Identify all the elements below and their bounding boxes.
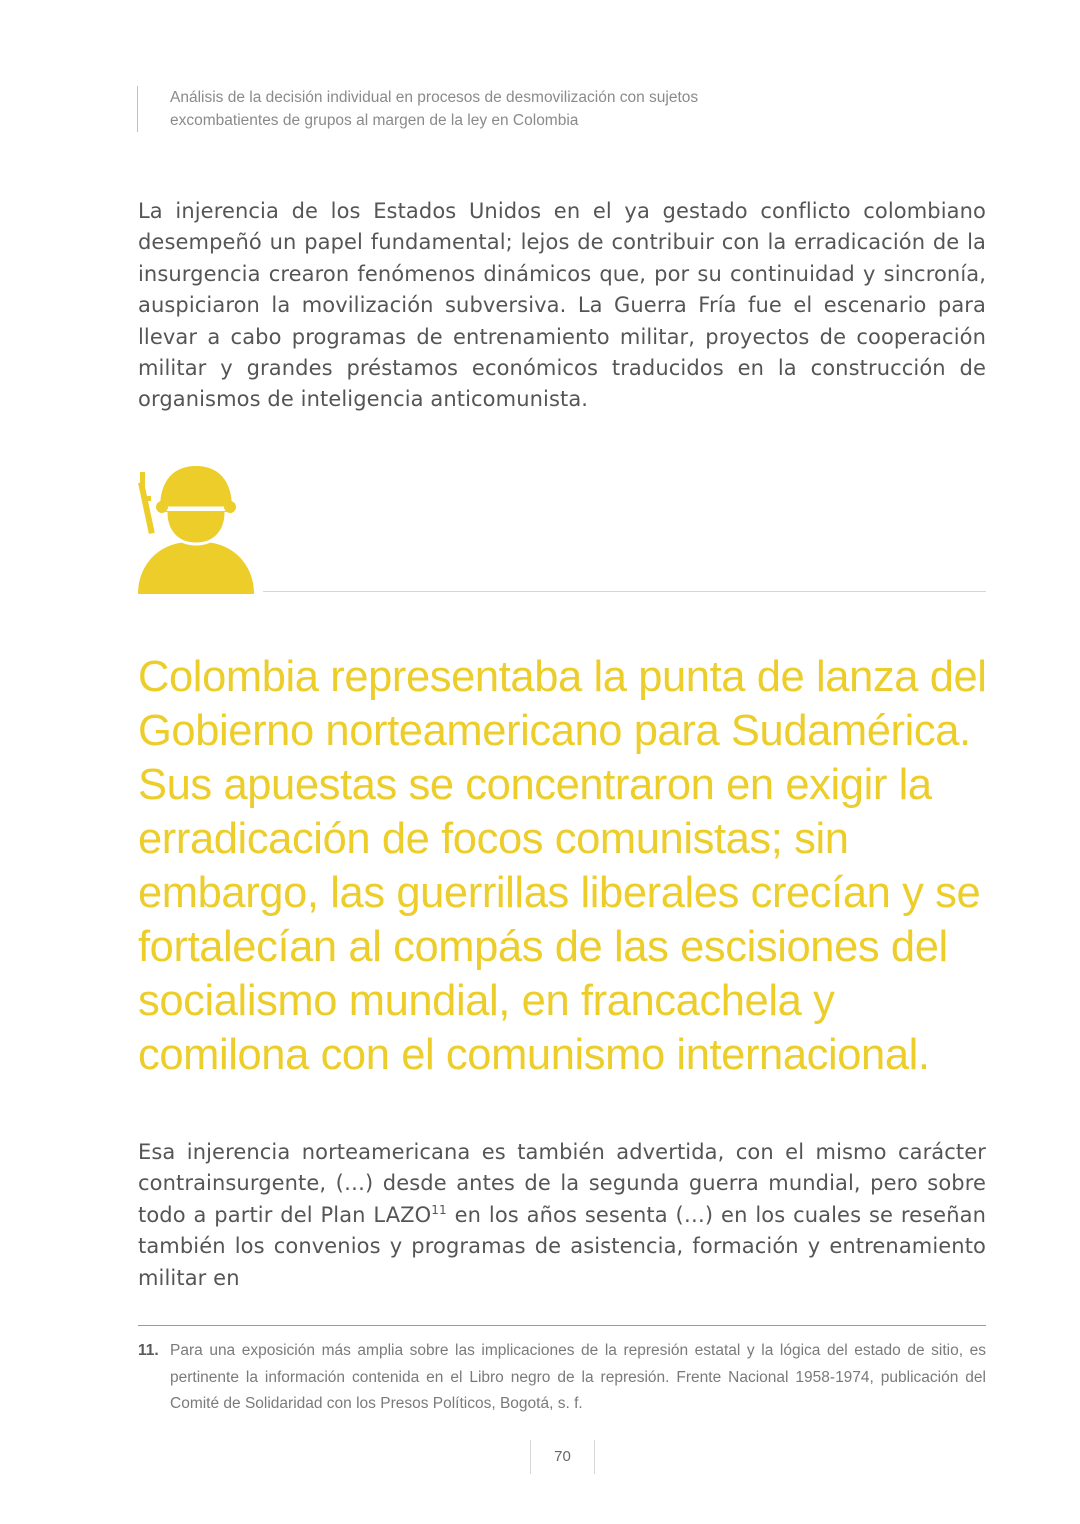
body-paragraph-2 bbox=[138, 1137, 986, 1294]
footnote-text: Para una exposición más amplia sobre las implicaciones de la represión estatal y la lógica del estado de sitio, es pertinente la información contenida en el Libro negro de la represión. Frente Nacional 1958-1974, publicación del Comité de Solidaridad con los Presos Políticos, Bogotá, s. f. bbox=[170, 1342, 986, 1412]
footnote-11 bbox=[138, 1338, 986, 1418]
page-number: 70 bbox=[530, 1440, 595, 1474]
running-header-line-1: Análisis de la decisión individual en procesos de desmovilización con sujetos bbox=[170, 89, 699, 106]
footnote-divider bbox=[138, 1325, 986, 1326]
soldier-icon bbox=[138, 466, 254, 594]
running-header-line-2: excombatientes de grupos al margen de la ley en Colombia bbox=[170, 112, 579, 129]
body-paragraph-2-continuation: en los años sesenta (…) en los cuales se reseñan también los convenios y programas de asistencia, formación y entrenamiento militar en bbox=[138, 1202, 986, 1290]
pull-quote: Colombia representaba la punta de lanza del Gobierno norteamericano para Sudamérica. Sus apuestas se concentraron en exigir la erradicación de focos comunistas; sin embargo, las guerrillas liberales crecían y se fortalecían al compás de las escisiones del socialismo mundial, en francachela y comilona con el comunismo internacional. bbox=[138, 653, 987, 1079]
footnote-reference-11[interactable]: 11 bbox=[431, 1202, 447, 1217]
body-paragraph-2-text: Esa injerencia norteamericana es también advertida, con el mismo carácter contrainsurgente, (…) desde antes de la segunda guerra mundial, pero sobre todo a partir del Plan LAZO bbox=[138, 1140, 986, 1227]
running-header bbox=[137, 86, 870, 132]
body-paragraph-1: La injerencia de los Estados Unidos en el ya gestado conflicto colombiano desempeñó un papel fundamental; lejos de contribuir con la erradicación de la insurgencia crearon fenómenos dinámicos que, por su continuidad y sincronía, auspiciaron la movilización subversiva. La Guerra Fría fue el escenario para llevar a cabo programas de entrenamiento militar, proyectos de cooperación militar y grandes préstamos económicos traducidos en la construcción de organismos de inteligencia anticomunista. bbox=[138, 199, 986, 412]
icon-divider-line bbox=[263, 591, 986, 592]
footnote-number: 11. bbox=[138, 1342, 159, 1359]
